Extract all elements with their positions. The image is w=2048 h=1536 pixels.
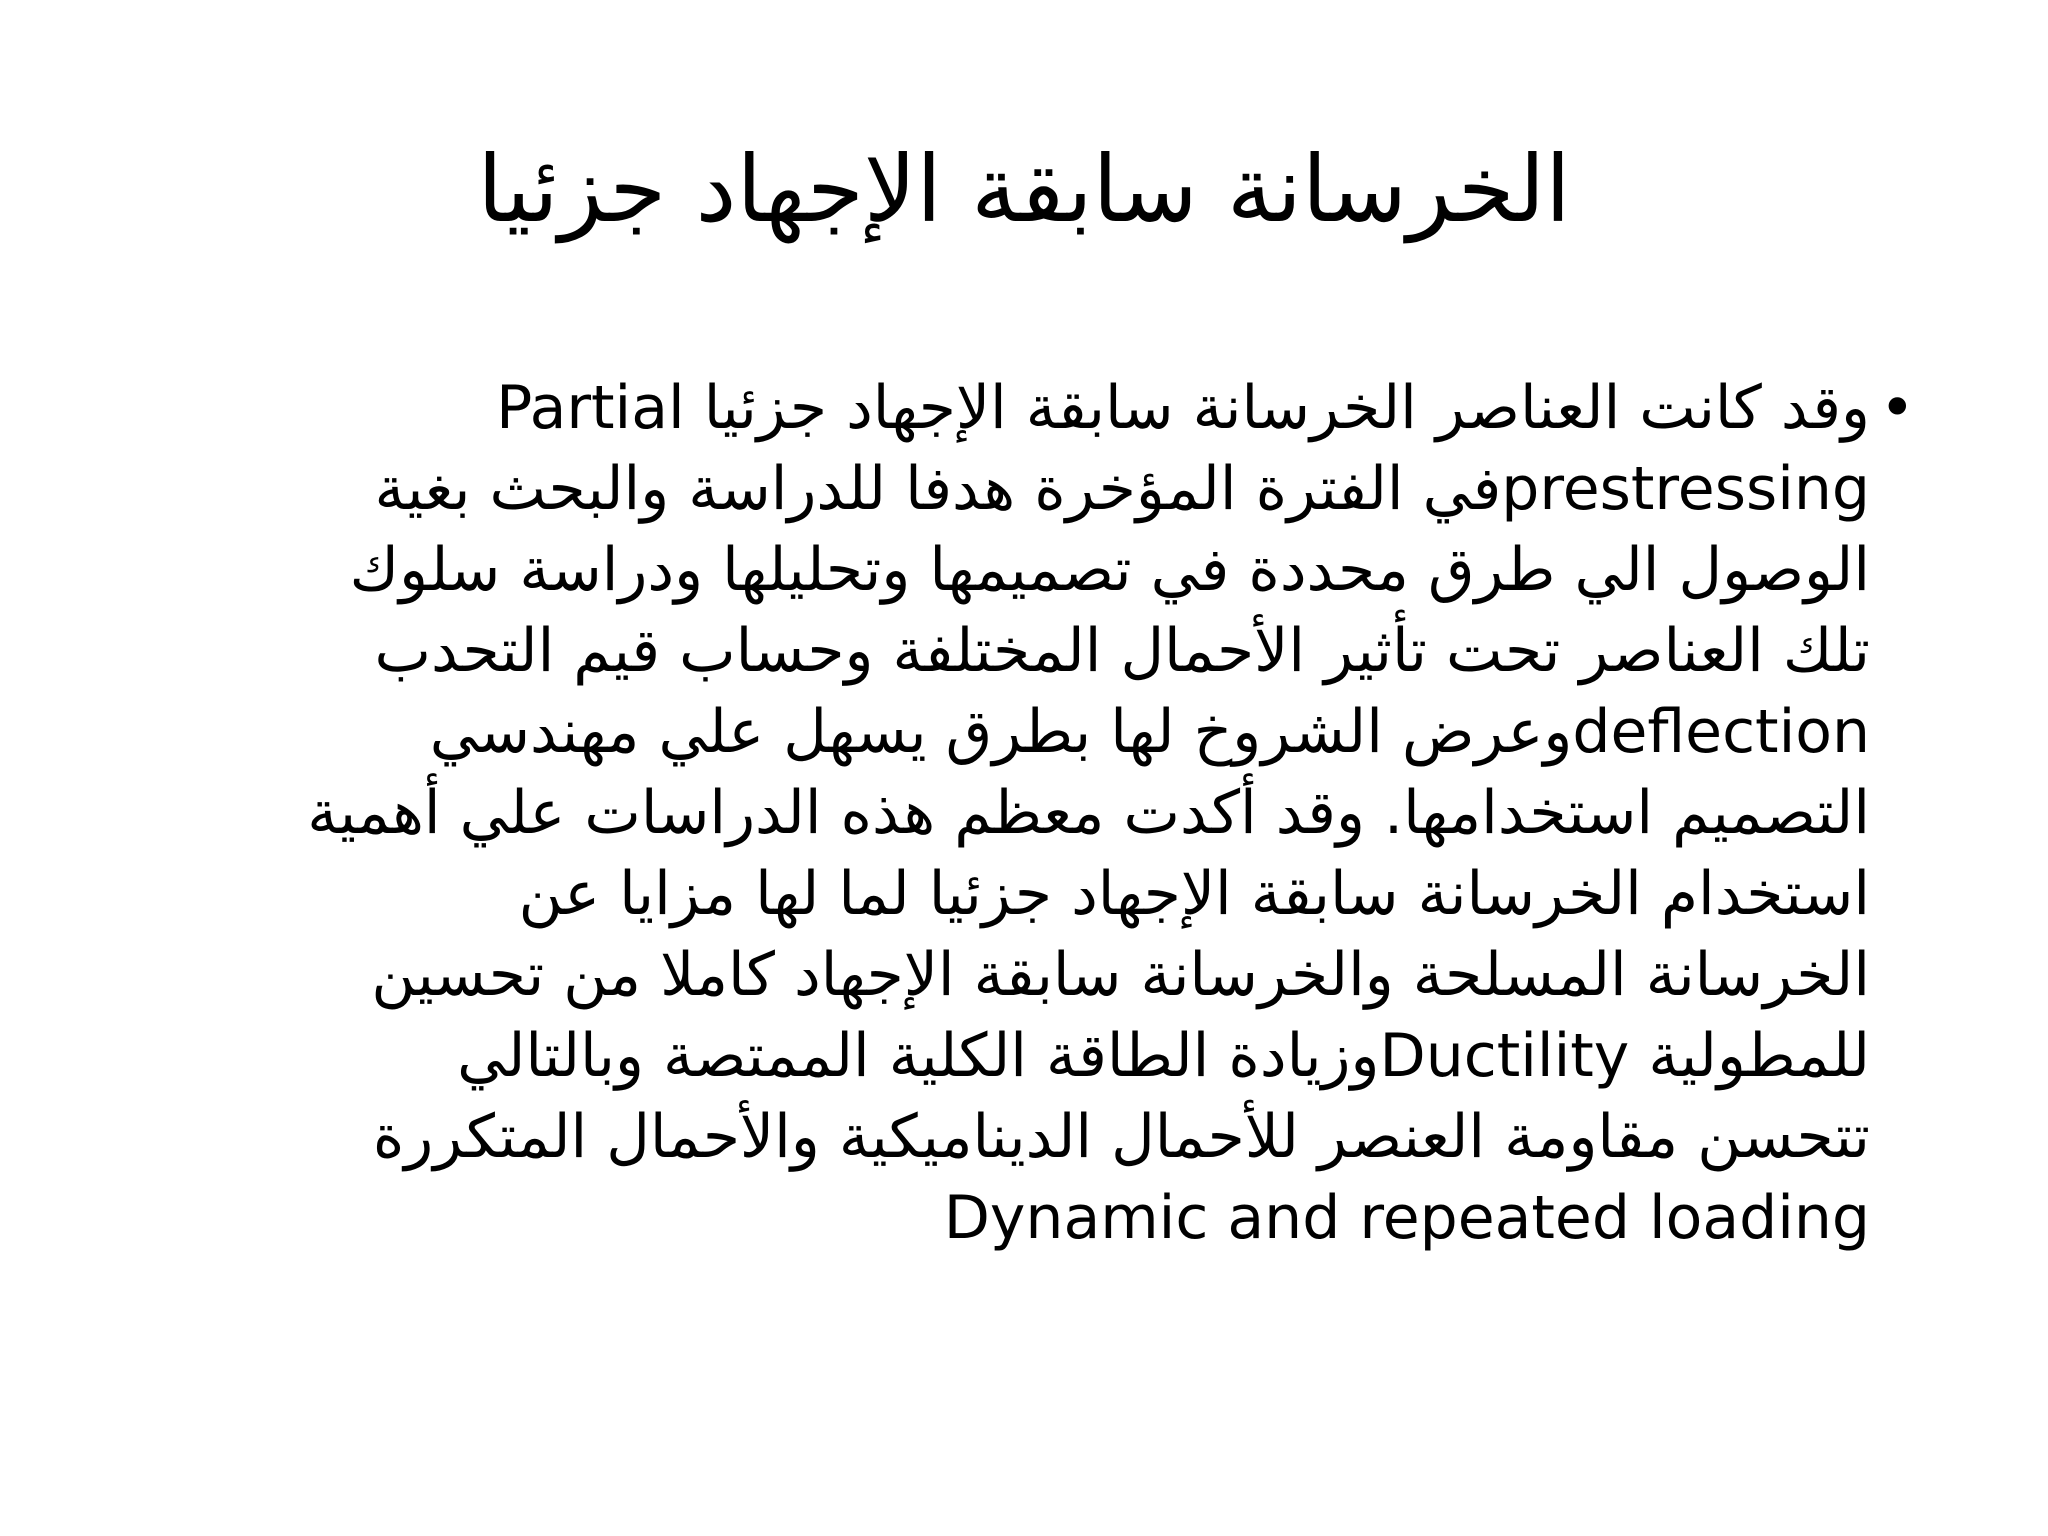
paragraph-line-10: تتحسن مقاومة العنصر للأحمال الديناميكية والأحمال المتكررة — [372, 1102, 1870, 1172]
paragraph-line-8: الخرسانة المسلحة والخرسانة سابقة الإجهاد كاملا من تحسين — [371, 940, 1870, 1010]
paragraph-line-3: الوصول الي طرق محددة في تصميمها وتحليلها ودراسة سلوك — [349, 535, 1870, 605]
slide-title: الخرسانة سابقة الإجهاد جزئيا — [477, 136, 1571, 243]
paragraph-line-7: استخدام الخرسانة سابقة الإجهاد جزئيا لما لها مزايا عن — [518, 859, 1870, 929]
bullet-item — [170, 368, 1915, 1259]
bullet-paragraph — [170, 368, 1870, 1259]
paragraph-line-6: التصميم استخدامها. وقد أكدت معظم هذه الدراسات علي أهمية — [307, 778, 1870, 848]
paragraph-line-4: تلك العناصر تحت تأثير الأحمال المختلفة وحساب قيم التحدب — [374, 616, 1870, 686]
paragraph-line-2: prestressingفي الفترة المؤخرة هدفا للدراسة والبحث بغية — [374, 454, 1870, 524]
paragraph-line-1: وقد كانت العناصر الخرسانة سابقة الإجهاد جزئيا Partial — [496, 373, 1870, 443]
paragraph-line-5: deflectionوعرض الشروخ لها بطرق يسهل علي مهندسي — [429, 697, 1870, 767]
bullet-marker: • — [1879, 373, 1915, 443]
paragraph-line-11: Dynamic and repeated loading — [943, 1183, 1870, 1253]
paragraph-line-9: للمطولية Ductilityوزيادة الطاقة الكلية الممتصة وبالتالي — [457, 1021, 1870, 1091]
